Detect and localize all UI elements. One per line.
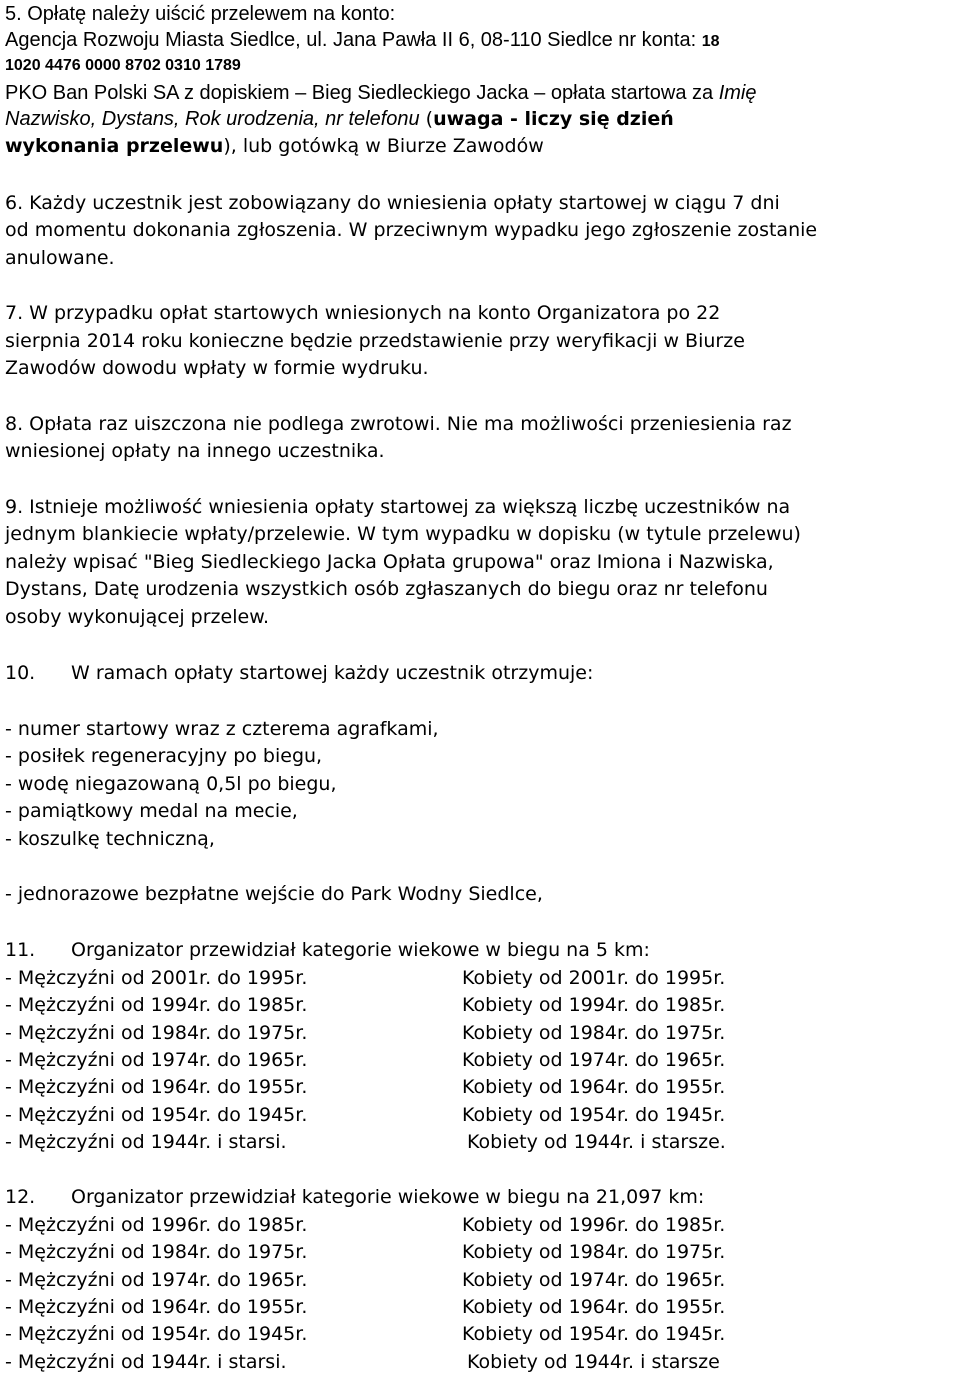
account-number-rest: 1020 4476 0000 8702 0310 1789 bbox=[5, 57, 241, 74]
s10-item: - jednorazowe bezpłatne wejście do Park Wodny Siedlce, bbox=[5, 883, 543, 905]
s6-line-1: 6. Każdy uczestnik jest zobowiązany do wniesienia opłaty startowej w ciągu 7 dni bbox=[5, 192, 780, 214]
s10-heading-text: W ramach opłaty startowej każdy uczestnik otrzymuje: bbox=[71, 662, 594, 684]
s5-line-5-italic: Nazwisko, Dystans, Rok urodzenia, nr telefonu bbox=[5, 108, 420, 130]
s12-number: 12. bbox=[5, 1186, 36, 1208]
s10-item: - koszulkę techniczną, bbox=[5, 828, 215, 850]
men-category: - Mężczyźni od 1964r. do 1955r. bbox=[5, 1076, 308, 1099]
women-category: Kobiety od 1984r. do 1975r. bbox=[462, 1021, 726, 1044]
s10-item: - posiłek regeneracyjny po biegu, bbox=[5, 745, 323, 767]
s11-number: 11. bbox=[5, 939, 36, 961]
s6-line-3: anulowane. bbox=[5, 247, 115, 269]
s10-item: - numer startowy wraz z czterema agrafkami, bbox=[5, 718, 439, 740]
s5-line-6-bold: wykonania przelewu bbox=[5, 135, 224, 157]
s12-heading bbox=[5, 1184, 704, 1210]
women-category: Kobiety od 1944r. i starsze. bbox=[467, 1130, 726, 1153]
s5-line-6-text: ), lub gotówką w Biurze Zawodów bbox=[223, 135, 544, 157]
women-category: Kobiety od 1964r. do 1955r. bbox=[462, 1295, 726, 1318]
women-category: Kobiety od 1994r. do 1985r. bbox=[462, 994, 726, 1017]
women-category: Kobiety od 1954r. do 1945r. bbox=[462, 1103, 726, 1126]
s5-line-4-text: PKO Ban Polski SA z dopiskiem – Bieg Siedleckiego Jacka – opłata startowa za bbox=[5, 82, 719, 104]
s6-line-2: od momentu dokonania zgłoszenia. W przeciwnym wypadku jego zgłoszenie zostanie bbox=[5, 219, 818, 241]
s10-number: 10. bbox=[5, 662, 36, 684]
s12-heading-text: Organizator przewidział kategorie wiekowe w biegu na 21,097 km: bbox=[71, 1186, 705, 1208]
account-number-start: 18 bbox=[701, 33, 720, 50]
s10-item: - wodę niegazowaną 0,5l po biegu, bbox=[5, 773, 337, 795]
s5-line-6 bbox=[5, 133, 544, 159]
s8-line-1: 8. Opłata raz uiszczona nie podlega zwrotowi. Nie ma możliwości przeniesienia raz bbox=[5, 413, 792, 435]
women-category: Kobiety od 1974r. do 1965r. bbox=[462, 1268, 726, 1291]
s7-line-2: sierpnia 2014 roku konieczne będzie przedstawienie przy weryfikacji w Biurze bbox=[5, 330, 745, 352]
men-category: - Mężczyźni od 1944r. i starsi. bbox=[5, 1130, 287, 1153]
women-category: Kobiety od 1944r. i starsze bbox=[467, 1350, 720, 1373]
s9-line-1: 9. Istnieje możliwość wniesienia opłaty startowej za większą liczbę uczestników na bbox=[5, 496, 791, 518]
men-category: - Mężczyźni od 1984r. do 1975r. bbox=[5, 1241, 308, 1264]
s5-line-5 bbox=[5, 106, 674, 132]
men-category: - Mężczyźni od 1974r. do 1965r. bbox=[5, 1268, 308, 1291]
s10-item: - pamiątkowy medal na mecie, bbox=[5, 800, 298, 822]
men-category: - Mężczyźni od 1996r. do 1985r. bbox=[5, 1214, 308, 1236]
s9-line-4: Dystans, Datę urodzenia wszystkich osób zgłaszanych do biegu oraz nr telefonu bbox=[5, 578, 768, 600]
s5-line-5-bold: uwaga - liczy się dzień bbox=[433, 108, 674, 130]
s11-heading bbox=[5, 937, 650, 963]
men-category: - Mężczyźni od 1984r. do 1975r. bbox=[5, 1021, 308, 1044]
s5-line-5-paren: ( bbox=[419, 108, 434, 130]
men-category: - Mężczyźni od 1964r. do 1955r. bbox=[5, 1295, 308, 1318]
women-category: Kobiety od 1954r. do 1945r. bbox=[462, 1323, 726, 1346]
s10-heading bbox=[5, 660, 593, 686]
s5-line-4-italic: Imię bbox=[718, 82, 757, 104]
men-category: - Mężczyźni od 1954r. do 1945r. bbox=[5, 1323, 308, 1346]
men-category: - Mężczyźni od 2001r. do 1995r. bbox=[5, 967, 308, 989]
s7-line-3: Zawodów dowodu wpłaty w formie wydruku. bbox=[5, 357, 429, 379]
s5-line-2 bbox=[5, 27, 719, 55]
s11-heading-text: Organizator przewidział kategorie wiekowe w biegu na 5 km: bbox=[71, 939, 650, 961]
s9-line-3: należy wpisać "Bieg Siedleckiego Jacka Opłata grupowa" oraz Imiona i Nazwiska, bbox=[5, 551, 774, 573]
men-category: - Mężczyźni od 1944r. i starsi. bbox=[5, 1350, 287, 1373]
men-category: - Mężczyźni od 1994r. do 1985r. bbox=[5, 994, 308, 1017]
men-category: - Mężczyźni od 1974r. do 1965r. bbox=[5, 1048, 308, 1071]
s9-line-2: jednym blankiecie wpłaty/przelewie. W tym wypadku w dopisku (w tytule przelewu) bbox=[5, 523, 801, 545]
women-category: Kobiety od 1974r. do 1965r. bbox=[462, 1048, 726, 1071]
women-category: Kobiety od 1964r. do 1955r. bbox=[462, 1076, 726, 1099]
s5-line-4 bbox=[5, 80, 757, 106]
s9-line-5: osoby wykonującej przelew. bbox=[5, 606, 270, 628]
women-category: Kobiety od 1996r. do 1985r. bbox=[462, 1214, 726, 1236]
s5-line-2-text: Agencja Rozwoju Miasta Siedlce, ul. Jana Pawła II 6, 08-110 Siedlce nr konta: bbox=[5, 29, 702, 51]
s8-line-2: wniesionej opłaty na innego uczestnika. bbox=[5, 440, 385, 462]
women-category: Kobiety od 2001r. do 1995r. bbox=[462, 967, 726, 989]
s7-line-1: 7. W przypadku opłat startowych wniesionych na konto Organizatora po 22 bbox=[5, 302, 721, 324]
s5-line-1: 5. Opłatę należy uiścić przelewem na konto: bbox=[5, 3, 396, 25]
men-category: - Mężczyźni od 1954r. do 1945r. bbox=[5, 1103, 308, 1126]
women-category: Kobiety od 1984r. do 1975r. bbox=[462, 1241, 726, 1264]
